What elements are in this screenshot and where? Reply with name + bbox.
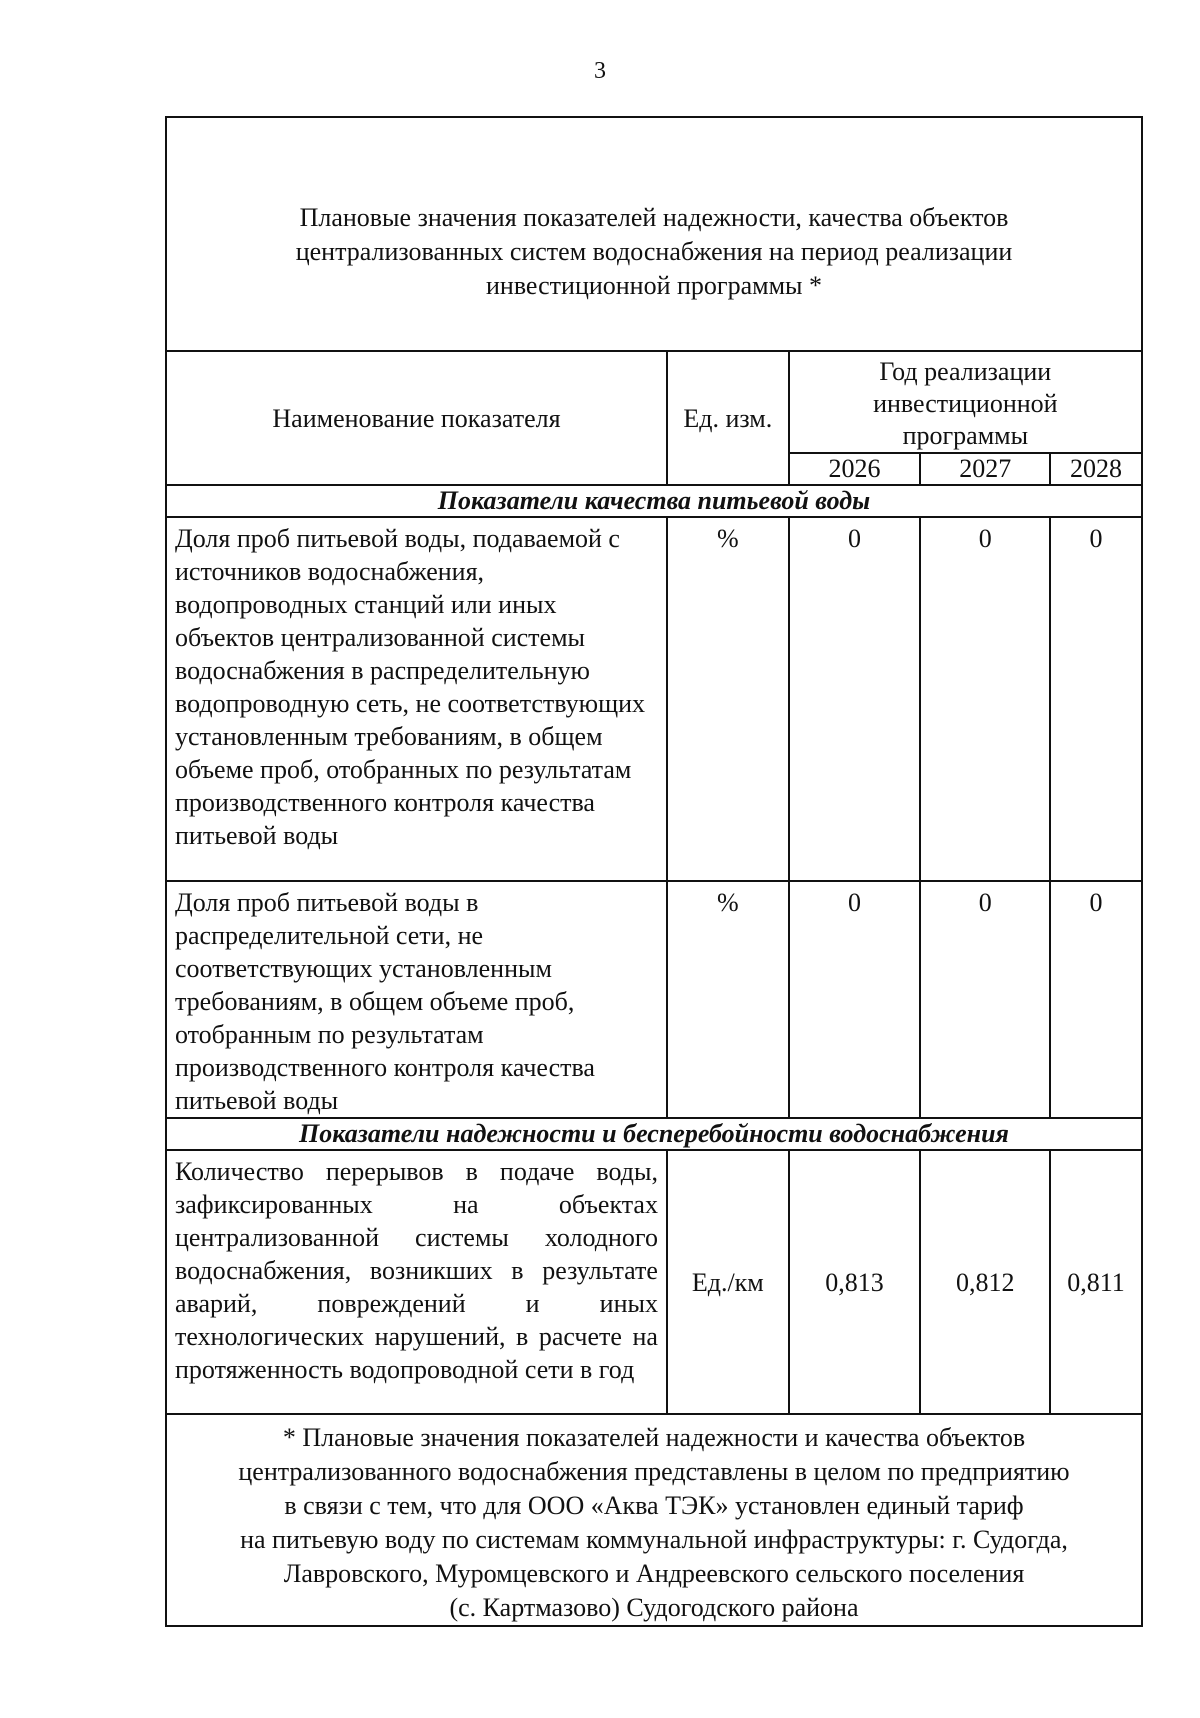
section-heading: Показатели надежности и бесперебойности водоснабжения [166, 1118, 1142, 1150]
indicator-value: 0 [789, 517, 921, 881]
title-line: инвестиционной программы * [485, 271, 823, 300]
indicator-unit: Ед./км [667, 1150, 789, 1414]
table-row [166, 517, 1142, 881]
section-heading: Показатели качества питьевой воды [166, 485, 1142, 517]
indicator-name: Количество перерывов в подаче воды, зафиксированных на объектах централизованной системы холодного водоснабжения, возникших в результате аварий, повреждений и иных технологических нарушений, в расчете на протяженность водопроводной сети в год [166, 1150, 667, 1414]
column-header-year-group [789, 351, 1142, 453]
indicator-value: 0 [920, 517, 1050, 881]
indicator-value: 0,811 [1050, 1150, 1142, 1414]
column-header-year: 2026 [789, 453, 921, 485]
year-group-line: Год реализации [879, 357, 1052, 386]
footnote-line: в связи с тем, что для ООО «Аква ТЭК» установлен единый тариф [284, 1491, 1024, 1520]
page-number: 3 [594, 58, 606, 84]
column-header-unit: Ед. изм. [667, 351, 789, 485]
footnote-line: (с. Картмазово) Судогодского района [449, 1593, 859, 1622]
table-row [166, 881, 1142, 1118]
indicator-value: 0 [1050, 517, 1142, 881]
footnote [166, 1414, 1142, 1626]
indicator-value: 0 [1050, 881, 1142, 1118]
indicator-value: 0,813 [789, 1150, 921, 1414]
table-title [166, 117, 1142, 351]
footnote-line: Лавровского, Муромцевского и Андреевского сельского поселения [283, 1559, 1025, 1588]
year-group-line: инвестиционной [873, 389, 1058, 418]
title-line: централизованных систем водоснабжения на период реализации [295, 237, 1013, 266]
column-header-year: 2028 [1050, 453, 1142, 485]
title-line: Плановые значения показателей надежности, качества объектов [299, 203, 1009, 232]
indicator-unit: % [667, 881, 789, 1118]
footnote-line: * Плановые значения показателей надежности и качества объектов [282, 1423, 1026, 1452]
footnote-line: на питьевую воду по системам коммунальной инфраструктуры: г. Судогда, [240, 1525, 1068, 1554]
indicator-unit: % [667, 517, 789, 881]
indicator-value: 0,812 [920, 1150, 1050, 1414]
column-header-name: Наименование показателя [166, 351, 667, 485]
indicator-name: Доля проб питьевой воды в распределительной сети, не соответствующих установленным требованиям, в общем объеме проб, отобранным по результатам производственного контроля качества питьевой воды [166, 881, 667, 1118]
indicator-value: 0 [920, 881, 1050, 1118]
indicator-name: Доля проб питьевой воды, подаваемой с источников водоснабжения, водопроводных станций или иных объектов централизованной системы водоснабжения в распределительную водопроводную сеть, не соответствующих установленным требованиям, в общем объеме проб, отобранных по результатам производственного контроля качества питьевой воды [166, 517, 667, 881]
indicators-table [165, 116, 1143, 1627]
table-row [166, 1150, 1142, 1414]
column-header-year: 2027 [920, 453, 1050, 485]
footnote-line: централизованного водоснабжения представлены в целом по предприятию [238, 1457, 1070, 1486]
year-group-line: программы [902, 421, 1029, 450]
indicator-value: 0 [789, 881, 921, 1118]
